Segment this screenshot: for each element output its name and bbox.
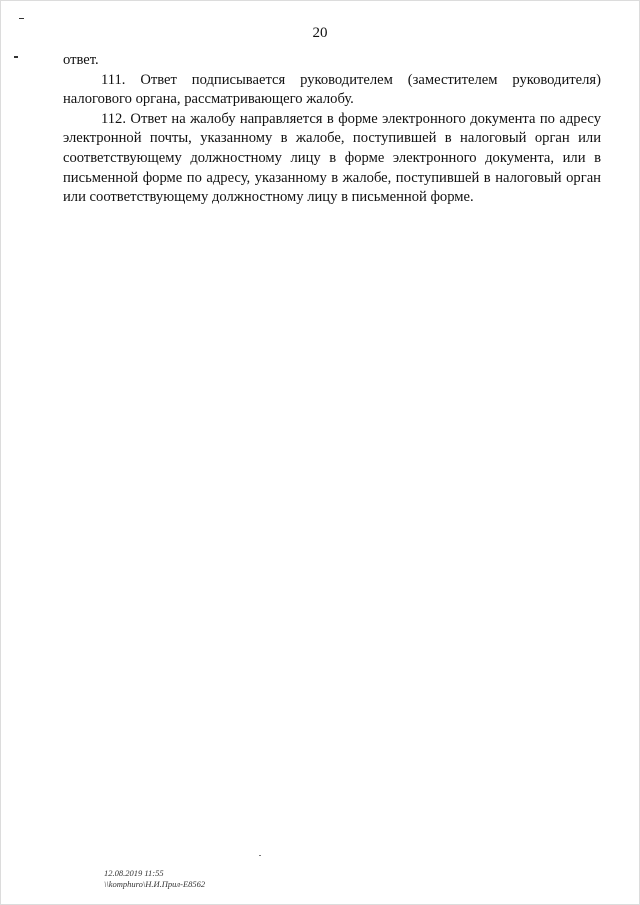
footer-stamp xyxy=(104,868,205,890)
scan-artifact xyxy=(259,855,261,856)
scan-artifact xyxy=(14,56,18,58)
page-number: 20 xyxy=(312,25,328,41)
document-body xyxy=(63,51,601,208)
paragraph-111: 111. Ответ подписывается руководителем (заместителем руководителя) налогового органа, рассматривающего жалобу. xyxy=(63,71,601,108)
scan-artifact xyxy=(19,18,24,19)
paragraph-continuation: ответ. xyxy=(63,52,99,68)
paragraph-112: 112. Ответ на жалобу направляется в форме электронного документа по адресу электронной почты, указанному в жалобе, поступившей в налоговый орган или соответствующему должностному лицу в форме электронного документа, или в письменной форме по адресу, указанному в жалобе, поступившей в налоговый орган или соответствующему должностному лицу в письменной форме. xyxy=(63,110,601,206)
footer-file-path: \\komphuro\Н.И.Прил-Е8562 xyxy=(104,879,206,889)
footer-timestamp: 12.08.2019 11:55 xyxy=(104,868,164,878)
